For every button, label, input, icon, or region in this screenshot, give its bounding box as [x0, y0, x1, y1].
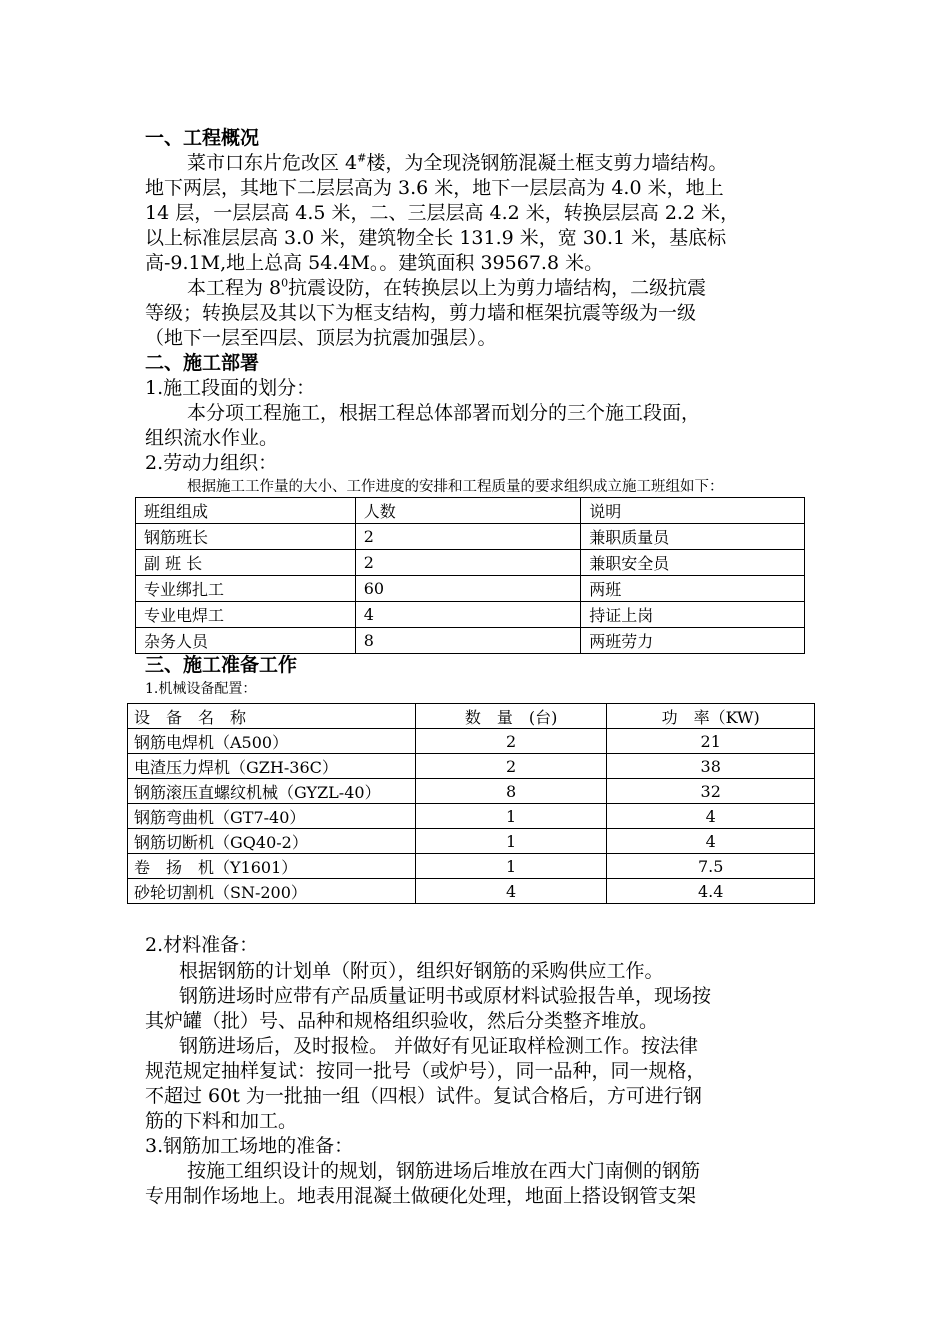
- table-row: [136, 524, 805, 550]
- section-heading-overview: 一、工程概况: [145, 127, 260, 149]
- table-cell: 兼职安全员: [581, 550, 805, 576]
- overview-line-1: 菜市口东片危改区 4#楼，为全现浇钢筋混凝土框支剪力墙结构。: [187, 151, 728, 174]
- materials-line-2: 钢筋进场时应带有产品质量证明书或原材料试验报告单，现场按: [179, 985, 712, 1007]
- table-cell: 38: [607, 754, 815, 779]
- table-cell: 副 班 长: [136, 550, 356, 576]
- table-cell: 2: [355, 524, 581, 550]
- table-cell: 钢筋班长: [136, 524, 356, 550]
- table-cell: 4: [607, 804, 815, 829]
- labor-table: [135, 497, 805, 654]
- table-cell: 60: [355, 576, 581, 602]
- subheading-materials: 2.材料准备：: [145, 934, 259, 956]
- table-row: [128, 754, 815, 779]
- segment-text-line-1: 本分项工程施工，根据工程总体部署而划分的三个施工段面，: [187, 402, 701, 424]
- table-row: [128, 879, 815, 904]
- table-row: [128, 779, 815, 804]
- table-header-cell: 功 率（KW): [607, 704, 815, 729]
- table-cell: 2: [415, 729, 607, 754]
- overview-line-5: 高-9.1M,地上总高 54.4M。。建筑面积 39567.8 米。: [145, 252, 604, 274]
- table-row: [136, 602, 805, 628]
- section-heading-preparation: 三、施工准备工作: [145, 654, 298, 676]
- table-cell: 1: [415, 829, 607, 854]
- table-header-cell: 数 量 (台): [415, 704, 607, 729]
- overview-line-4: 以上标准层层高 3.0 米，建筑物全长 131.9 米，宽 30.1 米，基底标: [145, 227, 727, 249]
- table-cell: 专业电焊工: [136, 602, 356, 628]
- materials-line-3: 其炉罐（批）号、品种和规格组织验收，然后分类整齐堆放。: [145, 1010, 659, 1032]
- subheading-labor-organization: 2.劳动力组织：: [145, 452, 278, 474]
- table-cell: 8: [415, 779, 607, 804]
- table-cell: 两班劳力: [581, 628, 805, 654]
- table-row: [136, 576, 805, 602]
- table-cell: 电渣压力焊机（GZH-36C）: [128, 754, 416, 779]
- table-cell: 32: [607, 779, 815, 804]
- table-cell: 1: [415, 804, 607, 829]
- table-cell: 钢筋滚压直螺纹机械（GYZL-40）: [128, 779, 416, 804]
- table-cell: 持证上岗: [581, 602, 805, 628]
- table-cell: 2: [355, 550, 581, 576]
- table-cell: 4: [607, 829, 815, 854]
- table-header-row: [128, 704, 815, 729]
- site-line-1: 按施工组织设计的规划，钢筋进场后堆放在西大门南侧的钢筋: [187, 1160, 701, 1182]
- equipment-table: [127, 703, 815, 904]
- table-header-cell: 设 备 名 称: [128, 704, 416, 729]
- table-cell: 7.5: [607, 854, 815, 879]
- seismic-line-2: 等级；转换层及其以下为框支结构，剪力墙和框架抗震等级为一级: [145, 302, 697, 324]
- labor-table-note: 根据施工工作量的大小、工作进度的安排和工程质量的要求组织成立施工班组如下：: [187, 479, 724, 495]
- table-header-cell: 说明: [581, 498, 805, 524]
- overview-line-3: 14 层，一层层高 4.5 米，二、三层层高 4.2 米，转换层层高 2.2 米，: [145, 202, 740, 224]
- seismic-line-3: （地下一层至四层、顶层为抗震加强层）。: [145, 327, 497, 349]
- table-row: [128, 729, 815, 754]
- table-cell: 4: [355, 602, 581, 628]
- seismic-line-1: 本工程为 $8^0$抗震设防，在转换层以上为剪力墙结构，二级抗震: [187, 276, 707, 299]
- table-cell: 杂务人员: [136, 628, 356, 654]
- materials-line-4: 钢筋进场后，及时报检。 并做好有见证取样检测工作。按法律: [179, 1035, 699, 1057]
- table-cell: 两班: [581, 576, 805, 602]
- table-row: [136, 628, 805, 654]
- table-cell: 卷 扬 机（Y1601）: [128, 854, 416, 879]
- table-cell: 钢筋切断机（GQ40-2）: [128, 829, 416, 854]
- materials-line-5: 规范规定抽样复试：按同一批号（或炉号），同一品种，同一规格，: [145, 1060, 706, 1082]
- subheading-segment-division: 1.施工段面的划分：: [145, 377, 316, 399]
- overview-line-2: 地下两层，其地下二层层高为 3.6 米，地下一层层高为 4.0 米，地上: [145, 177, 724, 199]
- materials-line-7: 筋的下料和加工。: [145, 1110, 298, 1132]
- table-cell: 专业绑扎工: [136, 576, 356, 602]
- table-cell: 钢筋弯曲机（GT7-40）: [128, 804, 416, 829]
- table-cell: 2: [415, 754, 607, 779]
- table-row: [128, 854, 815, 879]
- table-cell: 兼职质量员: [581, 524, 805, 550]
- section-heading-deployment: 二、施工部署: [145, 352, 260, 374]
- table-row: [136, 550, 805, 576]
- materials-line-1: 根据钢筋的计划单（附页），组织好钢筋的采购供应工作。: [179, 960, 664, 982]
- site-line-2: 专用制作场地上。地表用混凝土做硬化处理，地面上搭设钢管支架: [145, 1185, 697, 1207]
- table-cell: 4: [415, 879, 607, 904]
- table-cell: 8: [355, 628, 581, 654]
- subheading-equipment: 1.机械设备配置：: [145, 681, 257, 697]
- table-header-row: [136, 498, 805, 524]
- materials-line-6: 不超过 60t 为一批抽一组（四根）试件。复试合格后，方可进行钢: [145, 1085, 702, 1107]
- table-cell: 砂轮切割机（SN-200）: [128, 879, 416, 904]
- table-cell: 1: [415, 854, 607, 879]
- table-cell: 钢筋电焊机（A500）: [128, 729, 416, 754]
- table-cell: 4.4: [607, 879, 815, 904]
- table-header-cell: 人数: [355, 498, 581, 524]
- table-row: [128, 804, 815, 829]
- table-row: [128, 829, 815, 854]
- segment-text-line-2: 组织流水作业。: [145, 427, 279, 449]
- subheading-processing-site: 3.钢筋加工场地的准备：: [145, 1135, 354, 1157]
- table-header-cell: 班组组成: [136, 498, 356, 524]
- table-cell: 21: [607, 729, 815, 754]
